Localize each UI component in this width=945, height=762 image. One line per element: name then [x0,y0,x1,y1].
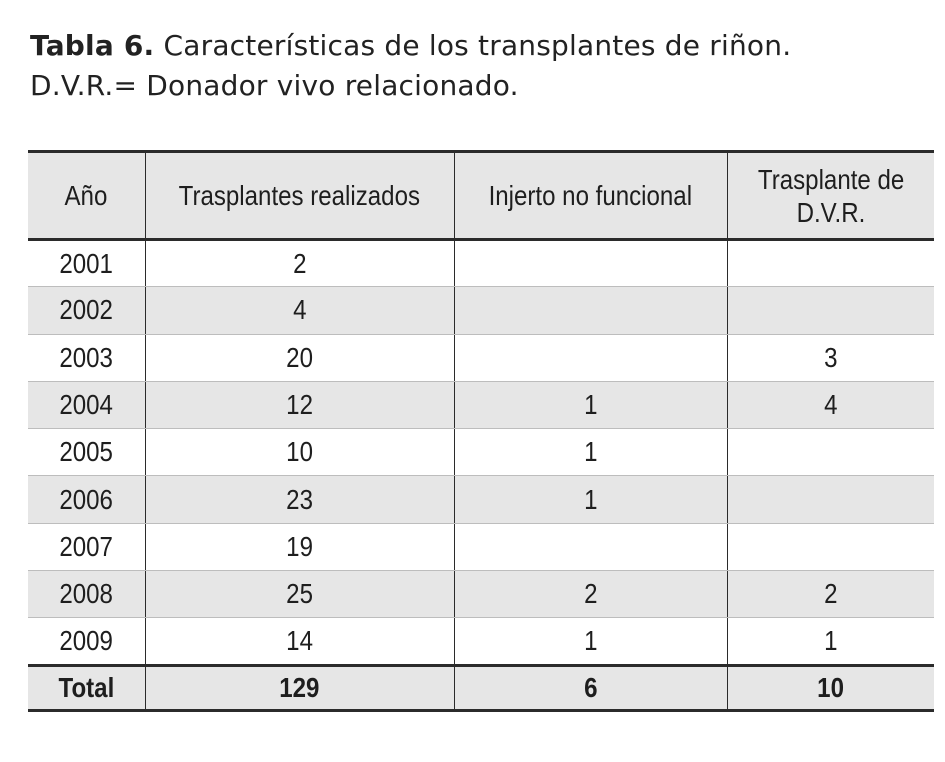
cell-year: 2006 [28,476,145,523]
cell-year: 2009 [28,618,145,665]
cell-year: 2007 [28,523,145,570]
cell-nonfunctional [454,287,727,334]
table-row [28,618,934,665]
cell-dvr: 3 [727,334,934,381]
header-performed: Trasplantes realizados [145,152,454,240]
table-caption [30,26,930,106]
cell-year: 2003 [28,334,145,381]
table-row [28,334,934,381]
caption-label: Tabla 6. [30,29,155,62]
header-dvr-line2: D.V.R. [796,196,866,228]
cell-dvr [727,240,934,287]
cell-performed: 20 [145,334,454,381]
cell-dvr: 4 [727,381,934,428]
cell-nonfunctional: 2 [454,571,727,618]
header-dvr [727,152,934,240]
cell-nonfunctional: 1 [454,476,727,523]
cell-dvr: 2 [727,571,934,618]
cell-nonfunctional: 1 [454,618,727,665]
cell-nonfunctional [454,334,727,381]
total-label: Total [28,665,145,710]
caption-title: Características de los transplantes de riñon. [163,29,792,62]
caption-line-1 [30,26,930,66]
cell-nonfunctional: 1 [454,429,727,476]
table-row [28,429,934,476]
cell-year: 2001 [28,240,145,287]
table-row [28,381,934,428]
cell-performed: 19 [145,523,454,570]
total-dvr: 10 [727,665,934,710]
total-performed: 129 [145,665,454,710]
cell-nonfunctional [454,523,727,570]
total-nonfunctional: 6 [454,665,727,710]
cell-year: 2005 [28,429,145,476]
total-row [28,665,934,710]
cell-performed: 12 [145,381,454,428]
cell-dvr [727,429,934,476]
table-row [28,571,934,618]
header-dvr-line1: Trasplante de [757,163,904,195]
header-nonfunctional: Injerto no funcional [454,152,727,240]
cell-performed: 2 [145,240,454,287]
header-row [28,152,934,240]
cell-nonfunctional: 1 [454,381,727,428]
cell-performed: 23 [145,476,454,523]
header-year: Año [28,152,145,240]
cell-year: 2004 [28,381,145,428]
table-row [28,240,934,287]
cell-performed: 25 [145,571,454,618]
cell-year: 2008 [28,571,145,618]
table-row [28,476,934,523]
table-row [28,523,934,570]
cell-performed: 4 [145,287,454,334]
caption-line-2: D.V.R.= Donador vivo relacionado. [30,69,519,102]
cell-performed: 10 [145,429,454,476]
cell-performed: 14 [145,618,454,665]
table-row [28,287,934,334]
cell-dvr [727,523,934,570]
cell-dvr: 1 [727,618,934,665]
cell-nonfunctional [454,240,727,287]
cell-dvr [727,287,934,334]
cell-year: 2002 [28,287,145,334]
transplant-table [28,150,934,712]
cell-dvr [727,476,934,523]
